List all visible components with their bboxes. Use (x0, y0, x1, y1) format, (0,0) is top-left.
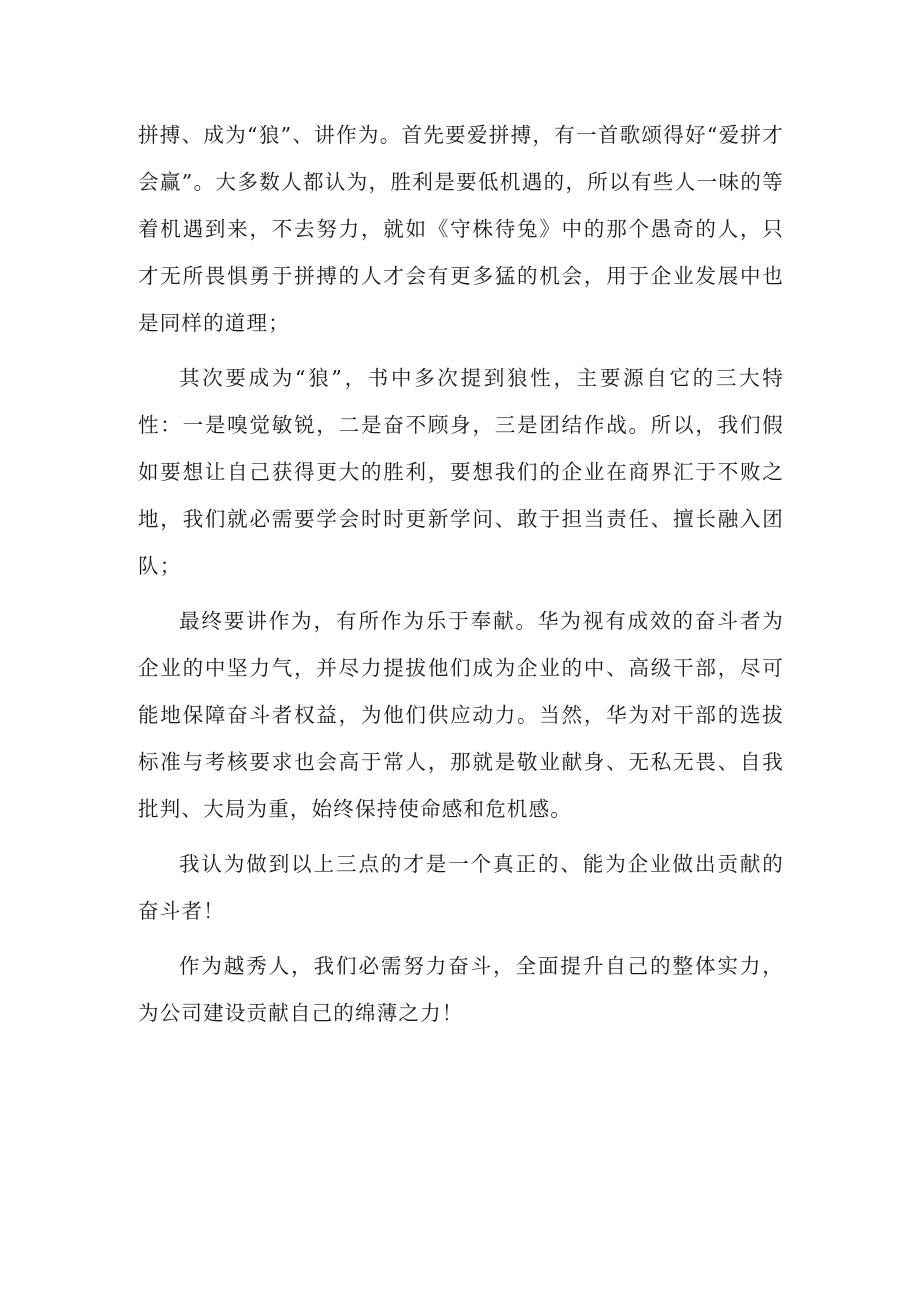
paragraph-1: 拼搏、成为“狼”、讲作为。首先要爱拼搏，有一首歌颂得好“爱拼才会赢”。大多数人都认为，胜利是要低机遇的，所以有些人一味的等着机遇到来，不去努力，就如《守株待兔》中的那个愚奇的人，只才无所畏惧勇于拼搏的人才会有更多猛的机会，用于企业发展中也是同样的道理； (138, 123, 784, 335)
paragraph-3: 最终要讲作为，有所作为乐于奉献。华为视有成效的奋斗者为企业的中坚力气，并尽力提拔他们成为企业的中、高级干部，尽可能地保障奋斗者权益，为他们供应动力。当然，华为对干部的选拔标准与考核要求也会高于常人，那就是敬业献身、无私无畏、自我批判、大局为重，始终保持使命感和危机感。 (138, 609, 784, 821)
paragraph-4: 我认为做到以上三点的才是一个真正的、能为企业做出贡献的奋斗者！ (138, 852, 784, 923)
paragraph-2: 其次要成为“狼”，书中多次提到狼性，主要源自它的三大特性：一是嗅觉敏锐，二是奋不顾身，三是团结作战。所以，我们假如要想让自己获得更大的胜利，要想我们的企业在商界汇于不败之地，我们就必需要学会时时更新学问、敢于担当责任、擅长融入团队； (138, 366, 784, 578)
paragraph-5: 作为越秀人，我们必需努力奋斗，全面提升自己的整体实力，为公司建设贡献自己的绵薄之力！ (138, 954, 784, 1025)
document-body (138, 112, 784, 1037)
